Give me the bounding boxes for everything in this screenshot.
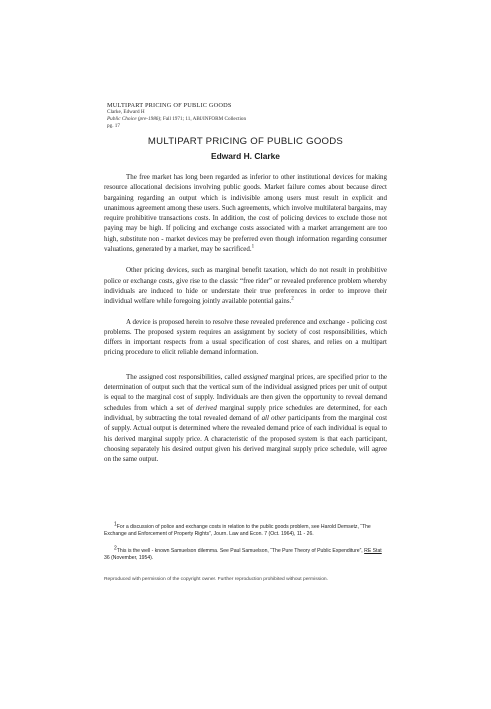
citation-header xyxy=(107,102,246,130)
emphasis: assigned xyxy=(243,372,268,381)
paragraph-text: Other pricing devices, such as marginal benefit taxation, which do not result in prohibitive police or exchange costs, give rise to the classic “free rider” or revealed preference problem whereby individuals are induced to hide or understate their true preferences in order to improve their individual welfare while foregoing jointly available potential gains. xyxy=(104,266,387,306)
footnote-mark: 1 xyxy=(251,244,255,250)
footnote-text: For a discussion of police and exchange costs in relation to the public goods problem, see Harold Demsetz, “The Exchange and Enforcement of Property Rights”, Journ. Law and Econ. 7 (Oct. 1964), 11 - 26. xyxy=(104,524,371,538)
footnote xyxy=(104,521,388,539)
paragraph-text: marginal supply price schedules are determined, for each individual, by subtracting the total revealed demand of xyxy=(104,403,387,422)
journal-issue: ; Fall 1971; 11, ABI/INFORM Collection xyxy=(160,116,247,122)
paragraph xyxy=(104,265,387,306)
footnote xyxy=(104,545,388,563)
source-page: pg. 17 xyxy=(107,123,120,129)
paragraph xyxy=(104,372,387,465)
journal-abbrev: RE Stat xyxy=(364,547,382,554)
source-journal xyxy=(107,116,246,123)
paragraph-text: participants from the marginal cost of supply. Actual output is determined where the revealed demand price of each individual is equal to his derived marginal supply price. A characteristic of the proposed system is that each participant, choosing separately his desired output given his derived marginal supply price schedule, will agree on the same output. xyxy=(104,413,387,464)
footnote-number: 1 xyxy=(114,521,117,528)
source-title: MULTIPART PRICING OF PUBLIC GOODS xyxy=(107,102,232,109)
emphasis: all other xyxy=(261,413,286,422)
emphasis: derived xyxy=(196,403,217,412)
source-author: Clarke, Edward H xyxy=(107,109,145,115)
paragraph-text: The free market has long been regarded as inferior to other institutional devices for making resource allocational decisions involving public goods. Market failure comes about because direct bargaining regarding an output which is indivisible among users must result in explicit and unanimous agreement among these users. Such agreements, which involve multilateral bargains, may require prohibitive transactions costs. In addition, the cost of policing devices to exclude those not paying may be high. If policing and exchange costs associated with a market arrangement are too high, substitute non - market devices may be preferred even though information regarding consumer valuations, generated by a market, may be sacrificed. xyxy=(104,173,387,254)
article-author: Edward H. Clarke xyxy=(211,151,280,161)
footnote-text: 36 (November, 1954). xyxy=(104,555,154,562)
paragraph-text: marginal prices, are specified prior to the determination of output such that the vertical sum of the individual assigned prices per unit of output is equal to the marginal cost of supply. Individuals are then given the opportunity to reveal demand schedules from which a set of xyxy=(104,372,388,412)
article-body xyxy=(104,172,387,475)
copyright-notice: Reproduced with permission of the copyright owner. Further reproduction prohibited without permission. xyxy=(104,577,328,582)
article-title: MULTIPART PRICING OF PUBLIC GOODS xyxy=(147,136,344,147)
journal-name: Public Choice (pre-1986) xyxy=(107,116,161,122)
footnote-number: 2 xyxy=(114,545,117,552)
paragraph xyxy=(104,172,387,254)
footnote-text: This is the well - known Samuelson dilemma. See Paul Samuelson, “The Pure Theory of Public Expenditure”, xyxy=(116,547,365,554)
paragraph xyxy=(104,317,387,358)
footnotes xyxy=(104,521,388,572)
paragraph-text: The assigned cost responsibilities, called xyxy=(126,372,244,381)
paragraph-text: A device is proposed herein to resolve these revealed preference and exchange - policing cost problems. The proposed system requires an assignment by society of cost responsibilities, which differs in important respects from a usual specification of cost shares, and relies on a multipart pricing procedure to elicit reliable demand information. xyxy=(104,317,387,357)
footnote-mark: 2 xyxy=(291,296,294,302)
